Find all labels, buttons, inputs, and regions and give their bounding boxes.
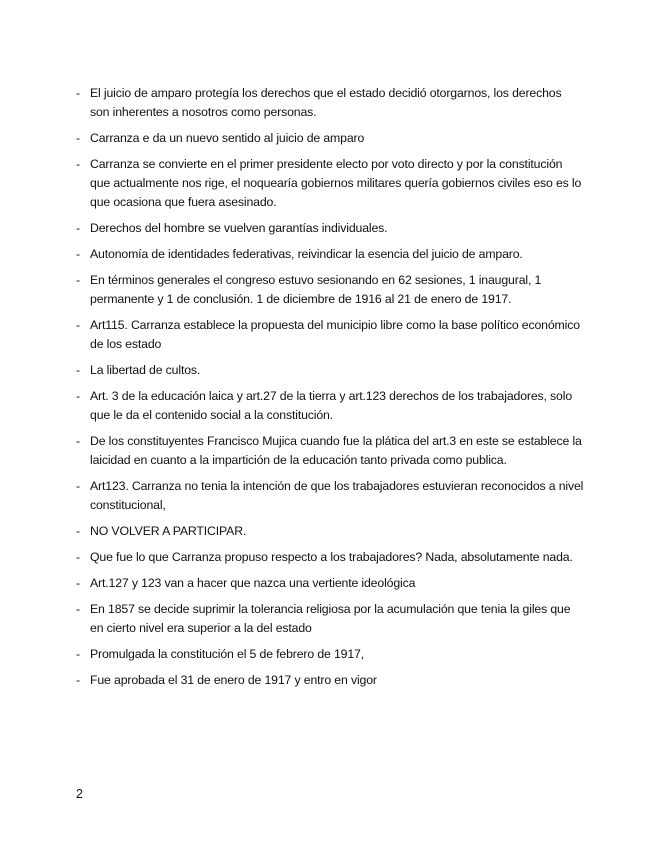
dash-icon: - [76, 602, 80, 616]
dash-icon: - [76, 576, 80, 590]
list-item-text: El juicio de amparo protegía los derechos que el estado decidió otorgarnos, los derechos son inherentes a nosotros como personas. [90, 86, 562, 119]
dash-icon: - [76, 86, 80, 100]
list-item [74, 245, 584, 264]
bullet-list [74, 84, 584, 697]
dash-icon: - [76, 389, 80, 403]
list-item [74, 574, 584, 593]
list-item-text: Art. 3 de la educación laica y art.27 de la tierra y art.123 derechos de los trabajadores, solo que le da el contenido social a la constitución. [90, 389, 573, 422]
list-item-text: En 1857 se decide suprimir la tolerancia religiosa por la acumulación que tenia la giles que en cierto nivel era superior a la del estado [90, 602, 571, 635]
list-item [74, 155, 584, 212]
dash-icon: - [76, 221, 80, 235]
list-item [74, 387, 584, 425]
list-item [74, 129, 584, 148]
list-item-text: NO VOLVER A PARTICIPAR. [90, 524, 247, 538]
list-item [74, 84, 584, 122]
list-item-text: Promulgada la constitución el 5 de febrero de 1917, [90, 647, 364, 661]
list-item-text: Derechos del hombre se vuelven garantías individuales. [90, 221, 388, 235]
dash-icon: - [76, 157, 80, 171]
dash-icon: - [76, 673, 80, 687]
list-item [74, 432, 584, 470]
dash-icon: - [76, 434, 80, 448]
list-item-text: La libertad de cultos. [90, 363, 201, 377]
list-item-text: En términos generales el congreso estuvo sesionando en 62 sesiones, 1 inaugural, 1 permanente y 1 de conclusión. 1 de diciembre de 1916 al 21 de enero de 1917. [90, 273, 542, 306]
list-item [74, 522, 584, 541]
list-item-text: Que fue lo que Carranza propuso respecto a los trabajadores? Nada, absolutamente nada. [90, 550, 573, 564]
list-item-text: De los constituyentes Francisco Mujica cuando fue la plática del art.3 en este se establece la laicidad en cuanto a la impartición de la educación tanto privada como publica. [90, 434, 582, 467]
list-item-text: Art123. Carranza no tenia la intención de que los trabajadores estuvieran reconocidos a nivel constitucional, [90, 479, 584, 512]
list-item [74, 271, 584, 309]
dash-icon: - [76, 524, 80, 538]
list-item [74, 477, 584, 515]
list-item-text: Art.127 y 123 van a hacer que nazca una vertiente ideológica [90, 576, 416, 590]
list-item-text: Autonomía de identidades federativas, reivindicar la esencia del juicio de amparo. [90, 247, 523, 261]
list-item-text: Carranza se convierte en el primer presidente electo por voto directo y por la constitución que actualmente nos rige, el noquearía gobiernos militares quería gobiernos civiles eso es lo que ocasiona que fuera asesinado. [90, 157, 582, 209]
list-item [74, 361, 584, 380]
list-item-text: Carranza e da un nuevo sentido al juicio de amparo [90, 131, 365, 145]
dash-icon: - [76, 550, 80, 564]
list-item-text: Art115. Carranza establece la propuesta del municipio libre como la base político económico de los estado [90, 318, 580, 351]
dash-icon: - [76, 479, 80, 493]
dash-icon: - [76, 131, 80, 145]
list-item [74, 671, 584, 690]
dash-icon: - [76, 363, 80, 377]
list-item [74, 548, 584, 567]
list-item [74, 316, 584, 354]
list-item-text: Fue aprobada el 31 de enero de 1917 y entro en vigor [90, 673, 377, 687]
dash-icon: - [76, 247, 80, 261]
list-item [74, 645, 584, 664]
list-item [74, 600, 584, 638]
list-item [74, 219, 584, 238]
page-number: 2 [76, 787, 83, 801]
dash-icon: - [76, 273, 80, 287]
dash-icon: - [76, 647, 80, 661]
dash-icon: - [76, 318, 80, 332]
